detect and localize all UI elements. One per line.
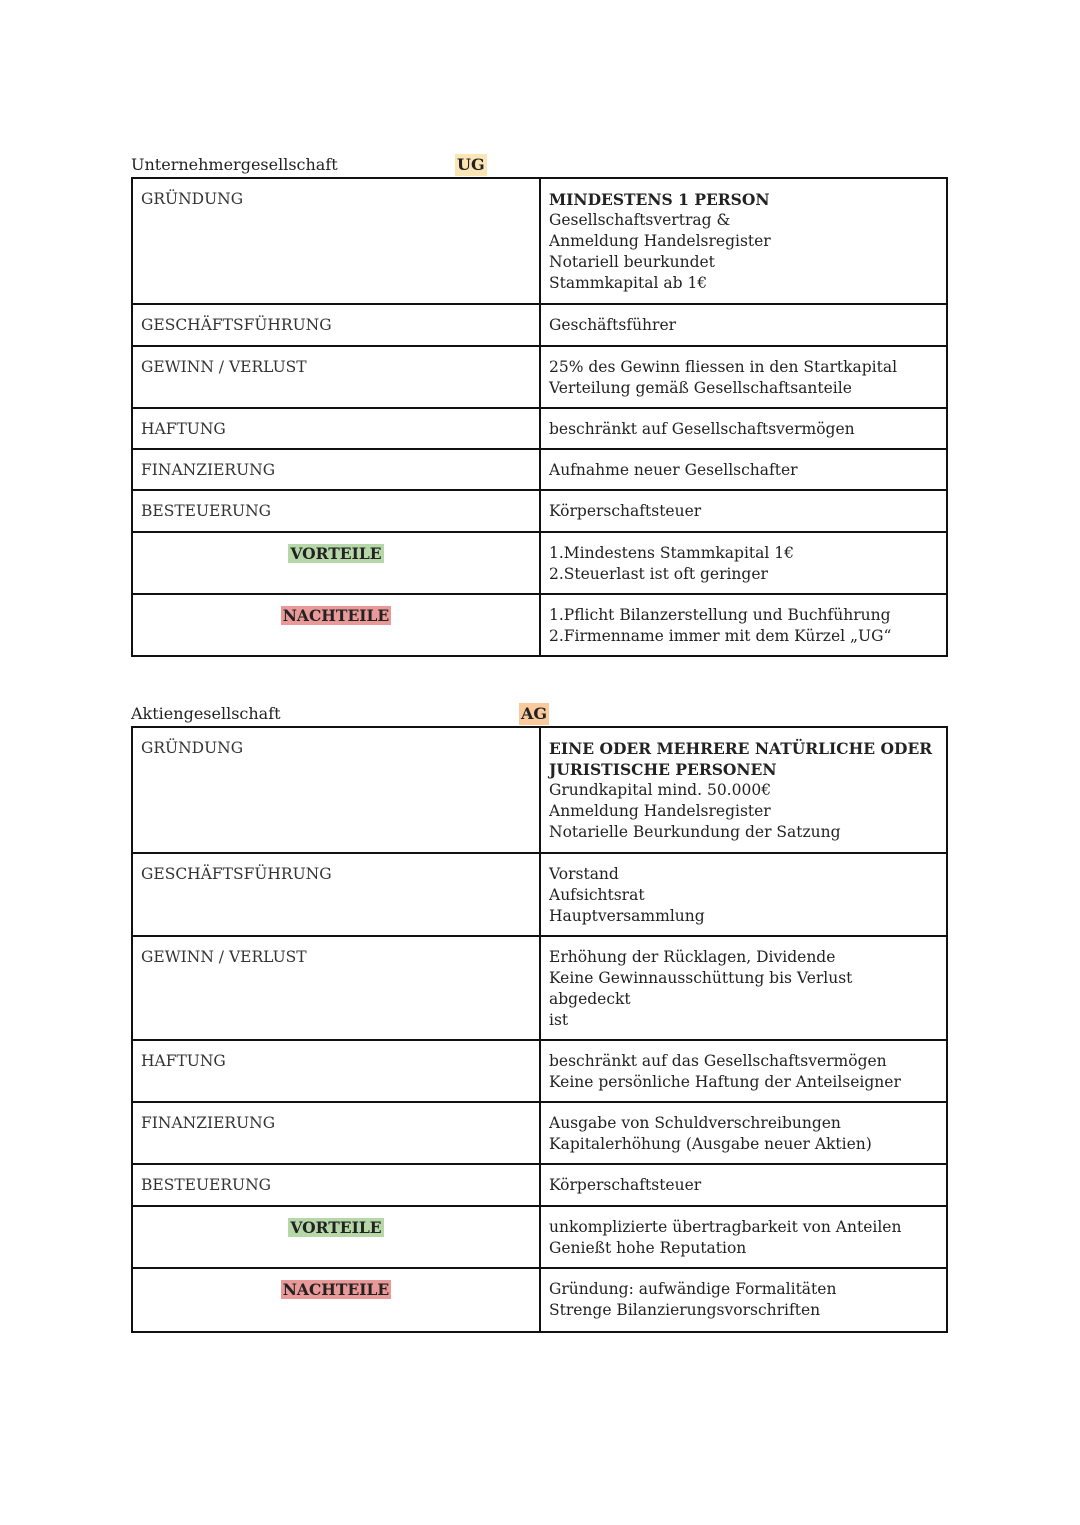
row-label-gruendung: GRÜNDUNG — [132, 178, 540, 304]
row-value-besteuerung — [540, 1164, 947, 1206]
row-label-vorteile — [132, 1206, 540, 1268]
ag-abbreviation-badge: AG — [521, 704, 548, 723]
row-label-geschaeftsfuehrung: GESCHÄFTSFÜHRUNG — [132, 304, 540, 346]
row-value-gewinn — [540, 936, 947, 1040]
value-line: Notariell beurkundet — [549, 253, 715, 271]
ag-title: Aktiengesellschaft — [131, 704, 281, 723]
table-row — [132, 490, 947, 532]
table-row — [132, 449, 947, 490]
row-value-besteuerung — [540, 490, 947, 532]
row-value-geschaeftsfuehrung — [540, 304, 947, 346]
value-line: Grundkapital mind. 50.000€ — [549, 781, 772, 799]
value-line: Körperschaftsteuer — [549, 1176, 702, 1194]
value-line: Hauptversammlung — [549, 907, 705, 925]
row-label-finanzierung: FINANZIERUNG — [132, 1102, 540, 1164]
value-line: 25% des Gewinn fliessen in den Startkapital — [549, 358, 898, 376]
value-line: Geschäftsführer — [549, 316, 677, 334]
table-row — [132, 727, 947, 853]
table-row — [132, 936, 947, 1040]
value-line: 2.Steuerlast ist oft geringer — [549, 565, 768, 583]
ug-section-header — [131, 154, 947, 176]
table-row — [132, 853, 947, 936]
ug-abbreviation-badge: UG — [457, 155, 485, 174]
value-line: 1.Pflicht Bilanzerstellung und Buchführung — [549, 606, 891, 624]
row-label-vorteile — [132, 532, 540, 594]
value-line: beschränkt auf das Gesellschaftsvermögen — [549, 1052, 887, 1070]
table-row — [132, 1040, 947, 1102]
ug-table — [131, 177, 948, 657]
vorteile-badge: VORTEILE — [290, 544, 382, 563]
value-line: Ausgabe von Schuldverschreibungen — [549, 1114, 841, 1132]
value-line: Kapitalerhöhung (Ausgabe neuer Aktien) — [549, 1135, 872, 1153]
value-line: Gesellschaftsvertrag & — [549, 211, 731, 229]
table-row — [132, 532, 947, 594]
table-row — [132, 304, 947, 346]
value-line: 1.Mindestens Stammkapital 1€ — [549, 544, 794, 562]
table-row — [132, 1268, 947, 1332]
value-line: MINDESTENS 1 PERSON — [549, 190, 770, 209]
row-value-haftung — [540, 408, 947, 449]
row-label-besteuerung: BESTEUERUNG — [132, 1164, 540, 1206]
table-row — [132, 594, 947, 656]
row-label-haftung: HAFTUNG — [132, 1040, 540, 1102]
value-line: Genießt hohe Reputation — [549, 1239, 747, 1257]
value-line: Gründung: aufwändige Formalitäten — [549, 1280, 837, 1298]
value-line: Körperschaftsteuer — [549, 502, 702, 520]
table-row — [132, 178, 947, 304]
value-line: EINE ODER MEHRERE NATÜRLICHE ODER — [549, 739, 933, 758]
value-line: Stammkapital ab 1€ — [549, 274, 708, 292]
value-line: Aufsichtsrat — [549, 886, 645, 904]
vorteile-badge: VORTEILE — [290, 1218, 382, 1237]
value-line: Verteilung gemäß Gesellschaftsanteile — [549, 379, 852, 397]
value-line: Erhöhung der Rücklagen, Dividende — [549, 948, 836, 966]
value-line: Keine Gewinnausschüttung bis Verlust abgedeckt — [549, 969, 853, 1008]
table-row — [132, 1102, 947, 1164]
value-line: ist — [549, 1011, 569, 1029]
value-line: beschränkt auf Gesellschaftsvermögen — [549, 420, 855, 438]
table-row — [132, 1206, 947, 1268]
row-value-gewinn — [540, 346, 947, 408]
row-value-nachteile — [540, 594, 947, 656]
row-value-finanzierung — [540, 1102, 947, 1164]
value-line: Strenge Bilanzierungsvorschriften — [549, 1301, 821, 1319]
row-label-nachteile — [132, 1268, 540, 1332]
value-line: Anmeldung Handelsregister — [549, 232, 771, 250]
ag-section-header — [131, 703, 947, 725]
value-line: Vorstand — [549, 865, 619, 883]
value-line: unkomplizierte übertragbarkeit von Anteilen — [549, 1218, 902, 1236]
value-line: Aufnahme neuer Gesellschafter — [549, 461, 798, 479]
row-label-gewinn: GEWINN / VERLUST — [132, 936, 540, 1040]
row-value-vorteile — [540, 532, 947, 594]
table-row — [132, 408, 947, 449]
table-row — [132, 346, 947, 408]
row-label-haftung: HAFTUNG — [132, 408, 540, 449]
table-row — [132, 1164, 947, 1206]
nachteile-badge: NACHTEILE — [282, 1280, 390, 1299]
row-label-geschaeftsfuehrung: GESCHÄFTSFÜHRUNG — [132, 853, 540, 936]
row-label-finanzierung: FINANZIERUNG — [132, 449, 540, 490]
row-value-gruendung — [540, 727, 947, 853]
nachteile-badge: NACHTEILE — [282, 606, 390, 625]
row-value-finanzierung — [540, 449, 947, 490]
row-label-besteuerung: BESTEUERUNG — [132, 490, 540, 532]
value-line: Notarielle Beurkundung der Satzung — [549, 823, 841, 841]
row-label-nachteile — [132, 594, 540, 656]
row-value-geschaeftsfuehrung — [540, 853, 947, 936]
row-value-haftung — [540, 1040, 947, 1102]
value-line: JURISTISCHE PERSONEN — [549, 760, 777, 779]
ug-title: Unternehmergesellschaft — [131, 155, 338, 174]
row-value-gruendung — [540, 178, 947, 304]
row-value-nachteile — [540, 1268, 947, 1332]
row-value-vorteile — [540, 1206, 947, 1268]
value-line: Keine persönliche Haftung der Anteilseigner — [549, 1073, 901, 1091]
value-line: 2.Firmenname immer mit dem Kürzel „UG“ — [549, 627, 892, 645]
value-line: Anmeldung Handelsregister — [549, 802, 771, 820]
row-label-gruendung: GRÜNDUNG — [132, 727, 540, 853]
ag-table — [131, 726, 948, 1333]
row-label-gewinn: GEWINN / VERLUST — [132, 346, 540, 408]
